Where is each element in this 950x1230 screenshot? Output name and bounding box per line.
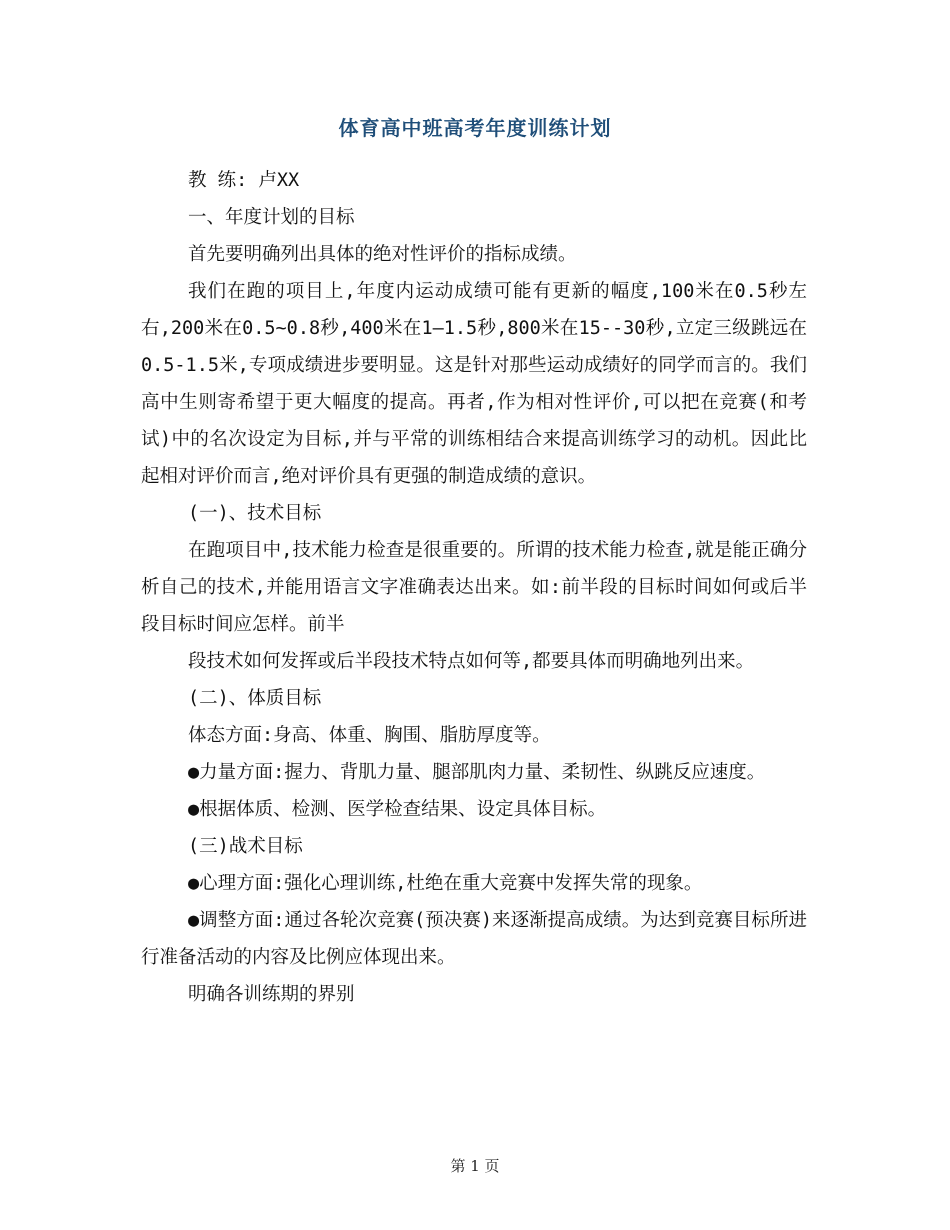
bullet-strength: ●力量方面:握力、背肌力量、腿部肌肉力量、柔韧性、纵跳反应速度。 [188, 762, 766, 783]
paragraph-3: 在跑项目中,技术能力检查是很重要的。所谓的技术能力检查,就是能正确分析自己的技术,并能用语言文字准确表达出来。如:前半段的目标时间如何或后半段目标时间应怎样。前半 [141, 540, 807, 635]
bullet-psychology: ●心理方面:强化心理训练,杜绝在重大竞赛中发挥失常的现象。 [188, 873, 703, 894]
page-number: 第 1 页 [450, 1157, 500, 1175]
paragraph-10: 明确各训练期的界别 [188, 984, 355, 1005]
paragraph-4: 段技术如何发挥或后半段技术特点如何等,都要具体而明确地列出来。 [188, 651, 755, 672]
document-body [141, 162, 807, 1013]
subsection-2-heading: (二)、体质目标 [188, 688, 322, 709]
subsection-3-heading: (三)战术目标 [188, 836, 303, 857]
bullet-targets: ●根据体质、检测、医学检查结果、设定具体目标。 [188, 799, 607, 820]
document-title: 体育高中班高考年度训练计划 [338, 116, 612, 140]
paragraph-1: 首先要明确列出具体的绝对性评价的指标成绩。 [188, 244, 577, 265]
paragraph-2: 我们在跑的项目上,年度内运动成绩可能有更新的幅度,100米在0.5秒左右,200米在0.5~0.8秒,400米在1—1.5秒,800米在15--30秒,立定三级跳远在0.5-1.5米,专项成绩进步要明显。这是针对那些运动成绩好的同学而言的。我们高中生则寄希望于更大幅度的提高。再者,作为相对性评价,可以把在竞赛(和考试)中的名次设定为目标,并与平常的训练相结合来提高训练学习的动机。因此比起相对评价而言,绝对评价具有更强的制造成绩的意识。 [141, 281, 807, 487]
bullet-adjustment: ●调整方面:通过各轮次竞赛(预决赛)来逐渐提高成绩。为达到竞赛目标所进行准备活动的内容及比例应体现出来。 [141, 910, 807, 968]
subsection-1-heading: (一)、技术目标 [188, 503, 322, 524]
paragraph-5: 体态方面:身高、体重、胸围、脂肪厚度等。 [188, 725, 551, 746]
section-1-heading: 一、年度计划的目标 [188, 207, 355, 228]
coach-line: 教 练: 卢XX [188, 170, 300, 191]
